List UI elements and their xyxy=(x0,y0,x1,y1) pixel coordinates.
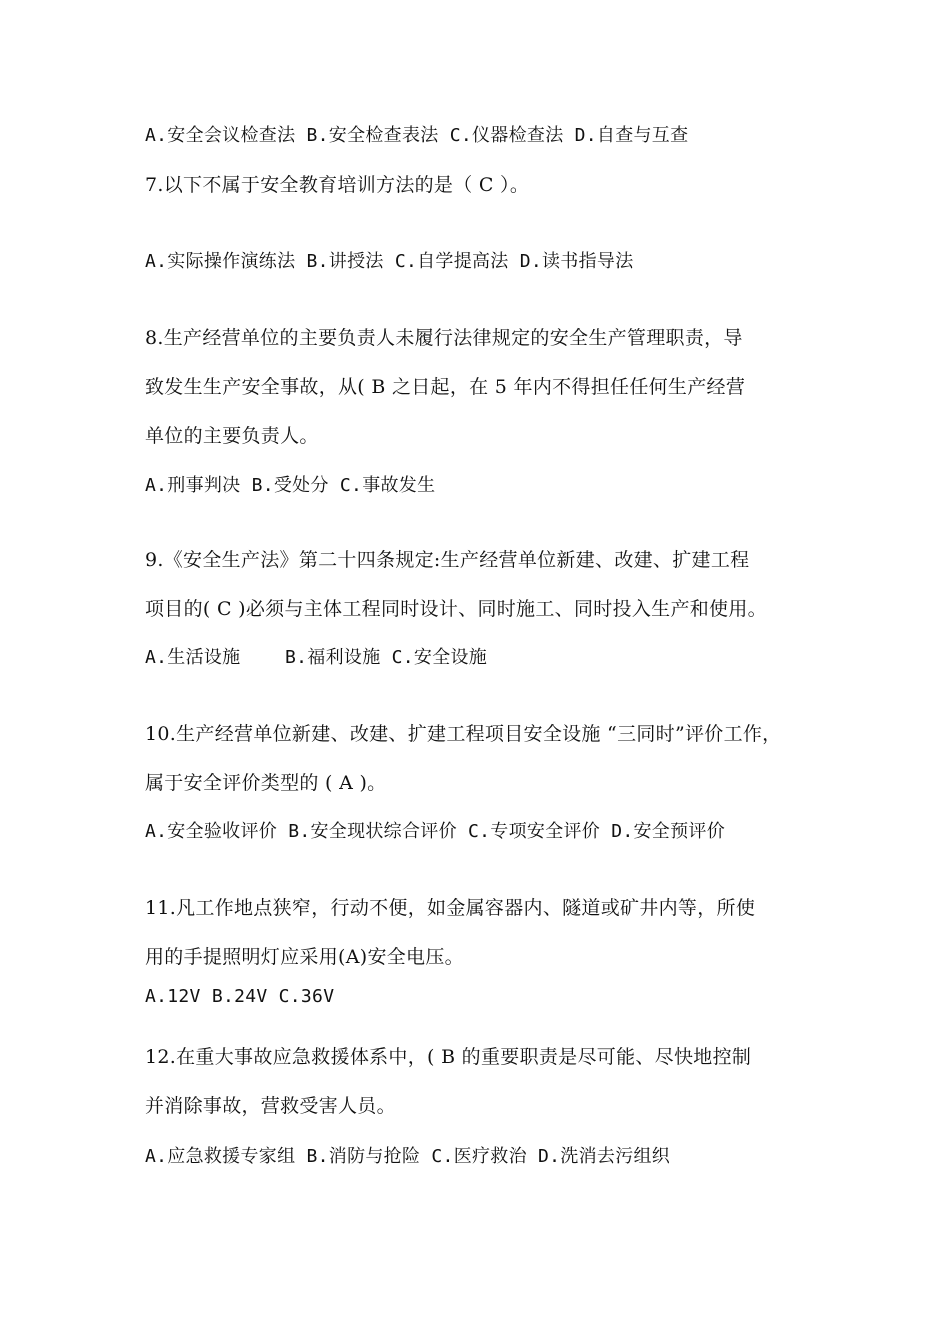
q11-question-line-1: 11.凡工作地点狭窄，行动不便，如金属容器内、隧道或矿井内等，所使 xyxy=(145,897,756,919)
q8-question-line-2: 致发生生产安全事故，从( B 之日起，在 5 年内不得担任任何生产经营 xyxy=(145,376,746,398)
q7-options: A.实际操作演练法 B.讲授法 C.自学提高法 D.读书指导法 xyxy=(145,251,634,272)
q6-options: A.安全会议检查法 B.安全检查表法 C.仪器检查法 D.自查与互查 xyxy=(145,125,689,146)
q8-options: A.刑事判决 B.受处分 C.事故发生 xyxy=(145,475,436,496)
q12-question-line-2: 并消除事故，营救受害人员。 xyxy=(145,1095,396,1117)
q12-question-line-1: 12.在重大事故应急救援体系中，( B 的重要职责是尽可能、尽快地控制 xyxy=(145,1046,752,1068)
q9-options: A.生活设施 B.福利设施 C.安全设施 xyxy=(145,647,488,668)
q9-question-line-1: 9.《安全生产法》第二十四条规定:生产经营单位新建、改建、扩建工程 xyxy=(145,549,750,571)
q11-options: A.12V B.24V C.36V xyxy=(145,986,335,1007)
q10-question-line-1: 10.生产经营单位新建、改建、扩建工程项目安全设施 “三同时”评价工作， xyxy=(145,723,782,745)
q11-question-line-2: 用的手提照明灯应采用(A)安全电压。 xyxy=(145,946,464,968)
q12-options: A.应急救援专家组 B.消防与抢险 C.医疗救治 D.洗消去污组织 xyxy=(145,1146,671,1167)
q9-question-line-2: 项目的( C )必须与主体工程同时设计、同时施工、同时投入生产和使用。 xyxy=(145,598,767,620)
q10-question-line-2: 属于安全评价类型的 ( A )。 xyxy=(145,772,387,794)
q8-question-line-1: 8.生产经营单位的主要负责人未履行法律规定的安全生产管理职责，导 xyxy=(145,327,743,349)
q10-options: A.安全验收评价 B.安全现状综合评价 C.专项安全评价 D.安全预评价 xyxy=(145,821,726,842)
q7-question: 7.以下不属于安全教育培训方法的是（ C ）。 xyxy=(145,174,530,196)
q8-question-line-3: 单位的主要负责人。 xyxy=(145,425,319,447)
